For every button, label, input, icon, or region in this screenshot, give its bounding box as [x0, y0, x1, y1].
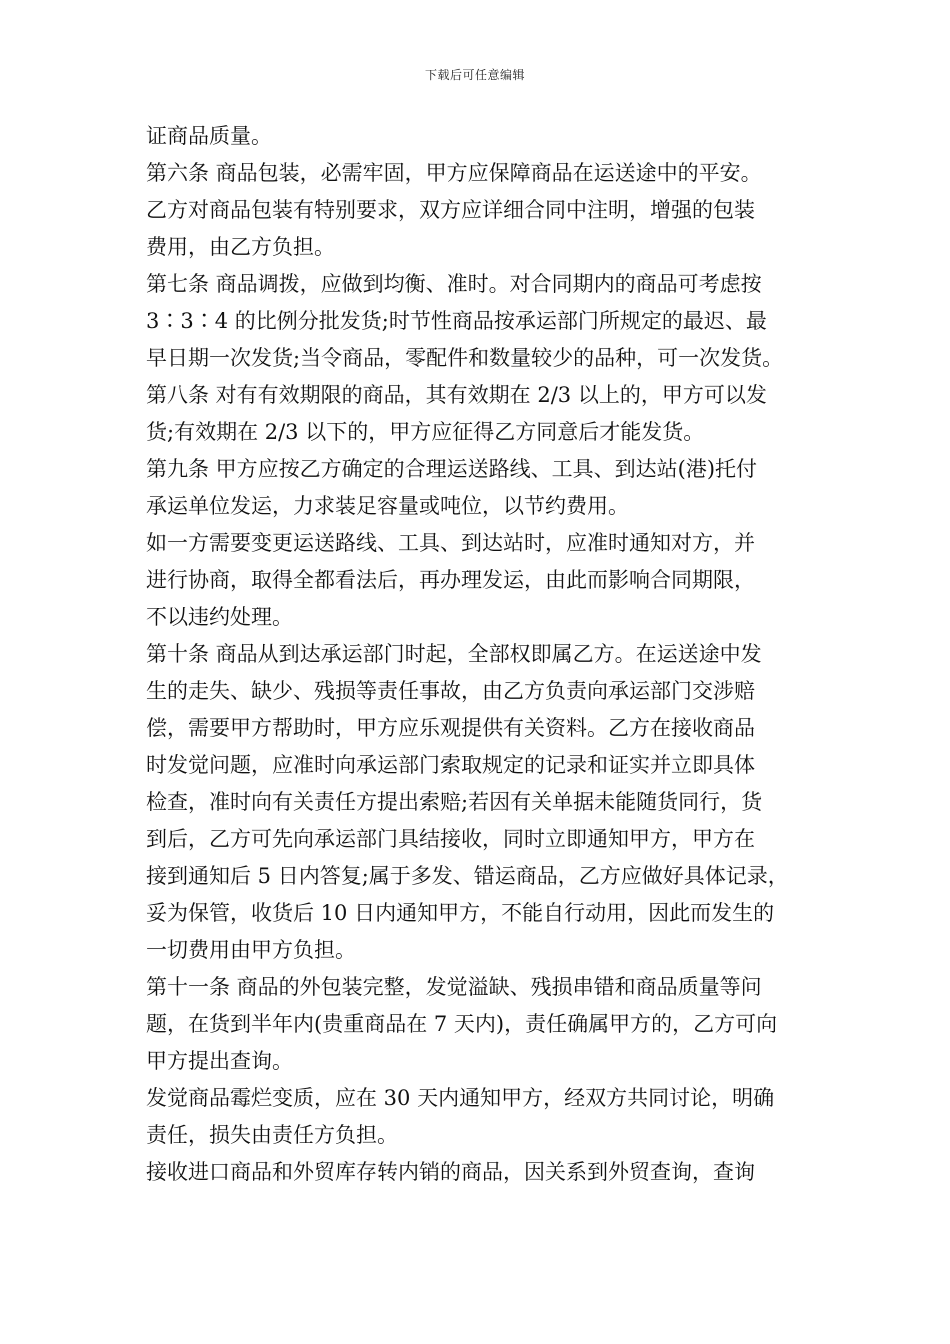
text-line: 第十条 商品从到达承运部门时起，全部权即属乙方。在运送途中发: [146, 642, 762, 666]
text-line: 第六条 商品包装，必需牢固，甲方应保障商品在运送途中的平安。: [146, 161, 762, 185]
document-body: [146, 118, 814, 1191]
text-line: 第八条 对有有效期限的商品，其有效期在 2/3 以上的，甲方可以发: [146, 383, 767, 407]
text-line: 接到通知后 5 日内答复;属于多发、错运商品，乙方应做好具体记录，: [146, 864, 789, 888]
text-line: 早日期一次发货;当令商品，零配件和数量较少的品种，可一次发货。: [146, 346, 784, 370]
header-note: 下载后可任意编辑: [424, 68, 525, 82]
text-line: 如一方需要变更运送路线、工具、到达站时，应准时通知对方，并: [146, 531, 755, 555]
text-line: 3∶3∶4 的比例分批发货;时节性商品按承运部门所规定的最迟、最: [146, 309, 767, 333]
text-line: 承运单位发运，力求装足容量或吨位，以节约费用。: [146, 494, 629, 518]
text-line: 第十一条 商品的外包装完整，发觉溢缺、残损串错和商品质量等问: [146, 975, 762, 999]
text-line: 发觉商品霉烂变质，应在 30 天内通知甲方，经双方共同讨论，明确: [146, 1086, 775, 1110]
text-line: 费用，由乙方负担。: [146, 235, 335, 259]
text-line: 到后，乙方可先向承运部门具结接收，同时立即通知甲方，甲方在: [146, 827, 755, 851]
text-line: 货;有效期在 2/3 以下的，甲方应征得乙方同意后才能发货。: [146, 420, 705, 444]
text-line: 一切费用由甲方负担。: [146, 938, 356, 962]
text-line: 进行协商，取得全都看法后，再办理发运，由此而影响合同期限，: [146, 568, 755, 592]
text-line: 题，在货到半年内(贵重商品在 7 天内)，责任确属甲方的，乙方可向: [146, 1012, 778, 1036]
text-line: 妥为保管，收货后 10 日内通知甲方，不能自行动用，因此而发生的: [146, 901, 775, 925]
text-line: 乙方对商品包装有特别要求，双方应详细合同中注明，增强的包装: [146, 198, 755, 222]
text-line: 时发觉问题，应准时向承运部门索取规定的记录和证实并立即具体: [146, 753, 755, 777]
text-line: 第九条 甲方应按乙方确定的合理运送路线、工具、到达站(港)托付: [146, 457, 758, 481]
text-line: 接收进口商品和外贸库存转内销的商品，因关系到外贸查询，查询: [146, 1160, 755, 1184]
text-line: 责任，损失由责任方负担。: [146, 1123, 398, 1147]
text-line: 生的走失、缺少、残损等责任事故，由乙方负责向承运部门交涉赔: [146, 679, 755, 703]
text-line: 偿，需要甲方帮助时，甲方应乐观提供有关资料。乙方在接收商品: [146, 716, 755, 740]
text-line: 甲方提出查询。: [146, 1049, 293, 1073]
text-line: 证商品质量。: [146, 124, 272, 148]
text-line: 不以违约处理。: [146, 605, 293, 629]
text-line: 第七条 商品调拨，应做到均衡、准时。对合同期内的商品可考虑按: [146, 272, 762, 296]
text-line: 检查，准时向有关责任方提出索赔;若因有关单据未能随货同行，货: [146, 790, 763, 814]
